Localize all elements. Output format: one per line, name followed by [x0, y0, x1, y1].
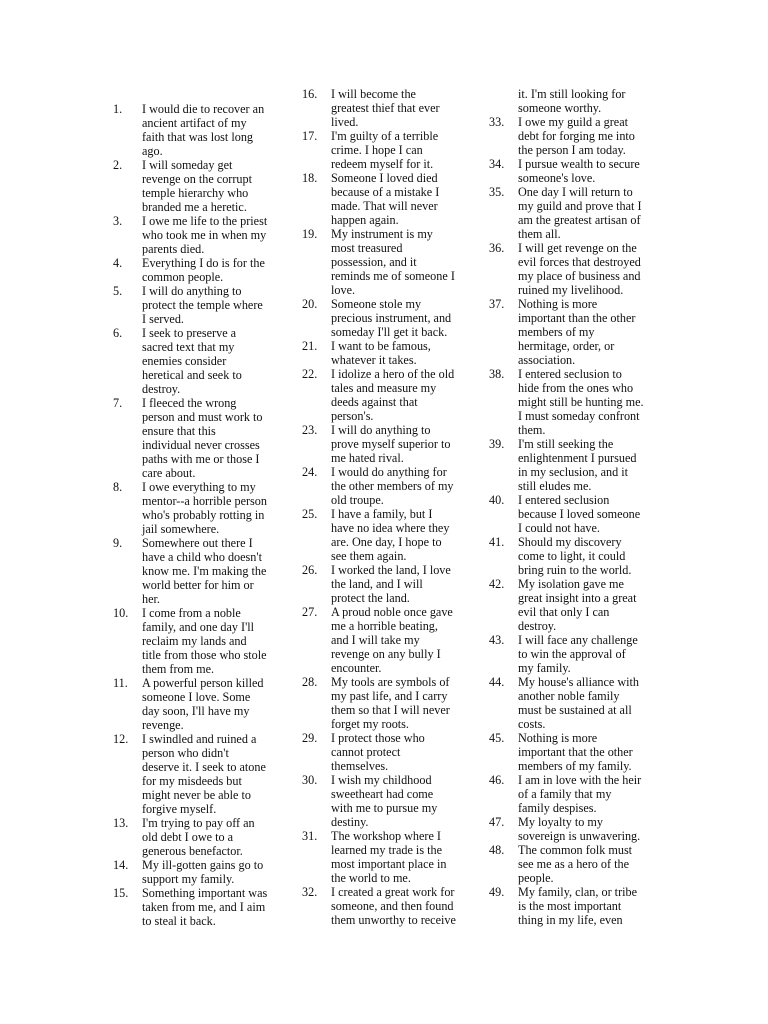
item-number: 32.: [302, 885, 318, 899]
item-text: I come from a noble family, and one day I'll reclaim my lands and title from those who stole them from me.: [142, 606, 267, 676]
list-item: [113, 732, 279, 816]
item-number: 30.: [302, 773, 318, 787]
item-number: 9.: [113, 536, 123, 550]
list-item: [489, 731, 661, 773]
item-number: 33.: [489, 115, 505, 129]
item-number: 23.: [302, 423, 318, 437]
item-text: I entered seclusion to hide from the ones who might still be hunting me. I must someday confront them.: [518, 367, 644, 437]
item-number: 5.: [113, 284, 123, 298]
item-number: 36.: [489, 241, 505, 255]
list-item: [489, 535, 661, 577]
item-number: 41.: [489, 535, 505, 549]
item-number: 43.: [489, 633, 505, 647]
item-number: 18.: [302, 171, 318, 185]
item-number: 12.: [113, 732, 129, 746]
list-item: [113, 480, 279, 536]
item-text: My house's alliance with another noble family must be sustained at all costs.: [518, 675, 640, 731]
item-text: I will do anything to protect the temple where I served.: [142, 284, 263, 326]
list-item: [302, 129, 472, 171]
list-item: [489, 577, 661, 633]
item-number: 15.: [113, 886, 129, 900]
item-text: I owe everything to my mentor--a horrible person who's probably rotting in jail somewhere.: [142, 480, 267, 536]
list-item: [489, 633, 661, 675]
item-number: 49.: [489, 885, 505, 899]
item-text: Nothing is more important that the other members of my family.: [518, 731, 633, 773]
item-number: 35.: [489, 185, 505, 199]
item-text: A powerful person killed someone I love. Some day soon, I'll have my revenge.: [142, 676, 264, 732]
item-text: I would die to recover an ancient artifact of my faith that was lost long ago.: [142, 102, 265, 158]
item-number: 10.: [113, 606, 129, 620]
list-item: [489, 885, 661, 927]
item-text: Should my discovery come to light, it could bring ruin to the world.: [518, 535, 632, 577]
item-number: 3.: [113, 214, 123, 228]
list-item: [302, 297, 472, 339]
list-item: [302, 171, 472, 227]
list-item: [113, 158, 279, 214]
list-item: [113, 326, 279, 396]
item-text: My instrument is my most treasured possession, and it reminds me of someone I love.: [331, 227, 455, 297]
item-text: I have a family, but I have no idea where they are. One day, I hope to see them again.: [331, 507, 450, 563]
list-item: [489, 437, 661, 493]
item-text: Everything I do is for the common people.: [142, 256, 265, 284]
item-text: I will someday get revenge on the corrupt temple hierarchy who branded me a heretic.: [142, 158, 252, 214]
item-text: My isolation gave me great insight into a great evil that only I can destroy.: [518, 577, 637, 633]
item-number: 8.: [113, 480, 123, 494]
item-number: 27.: [302, 605, 318, 619]
item-text: Someone I loved died because of a mistake I made. That will never happen again.: [331, 171, 440, 227]
list-item: [113, 816, 279, 858]
list-item: [113, 606, 279, 676]
item-text: I will do anything to prove myself superior to me hated rival.: [331, 423, 451, 465]
item-number: 37.: [489, 297, 505, 311]
item-number: 7.: [113, 396, 123, 410]
list-item: [113, 214, 279, 256]
item-text: I'm trying to pay off an old debt I owe to a generous benefactor.: [142, 816, 255, 858]
list-item: [302, 675, 472, 731]
item-number: 25.: [302, 507, 318, 521]
list-item: [302, 829, 472, 885]
item-text: I protect those who cannot protect themselves.: [331, 731, 425, 773]
item-number: 47.: [489, 815, 505, 829]
item-number: 39.: [489, 437, 505, 451]
list-item: [302, 367, 472, 423]
item-text: I created a great work for someone, and then found them unworthy to receive: [331, 885, 456, 927]
list-item: [302, 423, 472, 465]
list-item: [113, 676, 279, 732]
item-number: 22.: [302, 367, 318, 381]
list-item: [113, 858, 279, 886]
item-number: 11.: [113, 676, 128, 690]
item-number: 21.: [302, 339, 318, 353]
item-number: 6.: [113, 326, 123, 340]
item-text: The common folk must see me as a hero of the people.: [518, 843, 633, 885]
item-text: My tools are symbols of my past life, and I carry them so that I will never forget my roots.: [331, 675, 450, 731]
item-text: I swindled and ruined a person who didn't deserve it. I seek to atone for my misdeeds but might never be able to forgive myself.: [142, 732, 266, 816]
item-text: Someone stole my precious instrument, and someday I'll get it back.: [331, 297, 452, 339]
list-item: [302, 885, 472, 927]
item-number: 34.: [489, 157, 505, 171]
item-number: 16.: [302, 87, 318, 101]
item-text: The workshop where I learned my trade is the most important place in the world to me.: [331, 829, 447, 885]
item-number: 31.: [302, 829, 318, 843]
item-text: I worked the land, I love the land, and I will protect the land.: [331, 563, 451, 605]
item-number: 48.: [489, 843, 505, 857]
item-text: One day I will return to my guild and prove that I am the greatest artisan of them all.: [518, 185, 642, 241]
item-number: 40.: [489, 493, 505, 507]
list-item: [489, 185, 661, 241]
item-number: 14.: [113, 858, 129, 872]
list-item: [489, 157, 661, 185]
list-item: [113, 102, 279, 158]
item-number: 19.: [302, 227, 318, 241]
item-text: My ill-gotten gains go to support my family.: [142, 858, 264, 886]
list-item: [302, 465, 472, 507]
item-number: 46.: [489, 773, 505, 787]
list-item: [302, 563, 472, 605]
item-text: My family, clan, or tribe is the most important thing in my life, even: [518, 885, 638, 927]
item-text: I'm still seeking the enlightenment I pursued in my seclusion, and it still eludes me.: [518, 437, 637, 493]
item-text: I pursue wealth to secure someone's love.: [518, 157, 640, 185]
item-text: Nothing is more important than the other members of my hermitage, order, or association.: [518, 297, 636, 367]
item-text: I seek to preserve a sacred text that my enemies consider heretical and seek to destroy.: [142, 326, 242, 396]
item-text: I will face any challenge to win the approval of my family.: [518, 633, 638, 675]
item-number: 1.: [113, 102, 123, 116]
item-number: 44.: [489, 675, 505, 689]
list-item: [113, 886, 279, 928]
item-number: 45.: [489, 731, 505, 745]
list-item: [489, 493, 661, 535]
list-item: [302, 87, 472, 129]
item-text: I would do anything for the other members of my old troupe.: [331, 465, 454, 507]
list-item: [302, 507, 472, 563]
list-item: [113, 396, 279, 480]
item-number: 38.: [489, 367, 505, 381]
list-item: [113, 256, 279, 284]
item-number: 24.: [302, 465, 318, 479]
item-text: A proud noble once gave me a horrible beating, and I will take my revenge on any bully I encounter.: [331, 605, 453, 675]
item-text: Somewhere out there I have a child who doesn't know me. I'm making the world better for him or her.: [142, 536, 267, 606]
list-item: [302, 227, 472, 297]
item-text: it. I'm still looking for someone worthy.: [518, 87, 626, 115]
item-text: Something important was taken from me, and I aim to steal it back.: [142, 886, 268, 928]
list-item: [302, 605, 472, 675]
list-item: [489, 87, 661, 115]
item-text: I want to be famous, whatever it takes.: [331, 339, 431, 367]
item-text: I will become the greatest thief that ever lived.: [331, 87, 440, 129]
item-number: 13.: [113, 816, 129, 830]
list-item: [113, 536, 279, 606]
item-number: 29.: [302, 731, 318, 745]
list-item: [489, 297, 661, 367]
item-number: 17.: [302, 129, 318, 143]
item-text: I am in love with the heir of a family that my family despises.: [518, 773, 642, 815]
item-text: I entered seclusion because I loved someone I could not have.: [518, 493, 641, 535]
item-text: My loyalty to my sovereign is unwavering.: [518, 815, 641, 843]
list-item: [302, 731, 472, 773]
item-text: I will get revenge on the evil forces that destroyed my place of business and ruined my livelihood.: [518, 241, 641, 297]
item-text: I owe my guild a great debt for forging me into the person I am today.: [518, 115, 635, 157]
list-item: [489, 815, 661, 843]
list-item: [302, 339, 472, 367]
list-item: [489, 843, 661, 885]
list-item: [489, 115, 661, 157]
item-number: 42.: [489, 577, 505, 591]
list-item: [489, 241, 661, 297]
item-text: I idolize a hero of the old tales and measure my deeds against that person's.: [331, 367, 455, 423]
item-number: 4.: [113, 256, 123, 270]
list-item: [302, 773, 472, 829]
list-item: [489, 773, 661, 815]
item-text: I wish my childhood sweetheart had come with me to pursue my destiny.: [331, 773, 438, 829]
item-number: 20.: [302, 297, 318, 311]
list-item: [489, 367, 661, 437]
item-text: I fleeced the wrong person and must work to ensure that this individual never crosses paths with me or those I care about.: [142, 396, 263, 480]
item-text: I owe me life to the priest who took me in when my parents died.: [142, 214, 268, 256]
item-number: 2.: [113, 158, 123, 172]
list-item: [489, 675, 661, 731]
item-number: 28.: [302, 675, 318, 689]
item-text: I'm guilty of a terrible crime. I hope I can redeem myself for it.: [331, 129, 439, 171]
list-item: [113, 284, 279, 326]
item-number: 26.: [302, 563, 318, 577]
